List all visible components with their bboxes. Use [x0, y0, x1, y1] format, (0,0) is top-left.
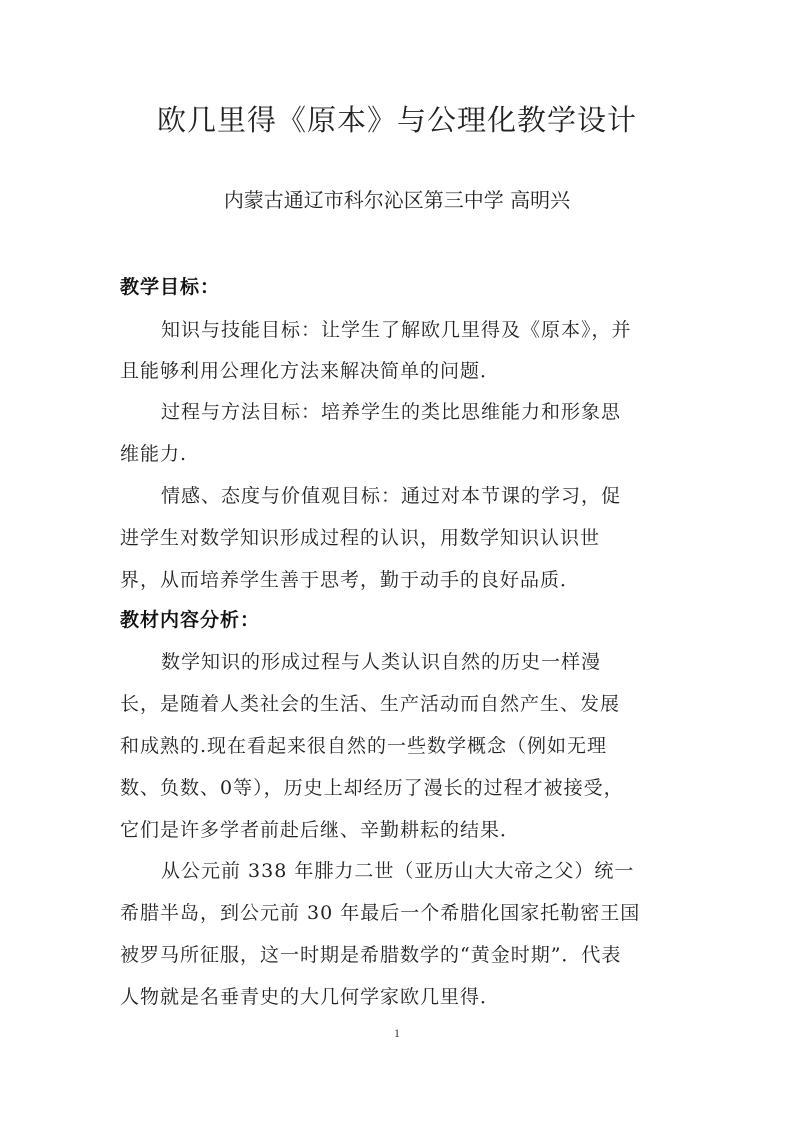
paragraph-line: 从公元前 338 年腓力二世（亚历山大大帝之父）统一 — [161, 860, 635, 882]
paragraph-line: 被罗马所征服，这一时期是希腊数学的“黄金时期”．代表 — [120, 944, 622, 966]
paragraph-line: 界，从而培养学生善于思考，勤于动手的良好品质． — [120, 569, 581, 591]
page-number: 1 — [394, 1026, 400, 1040]
paragraph-line: 情感、态度与价值观目标：通过对本节课的学习，促 — [161, 485, 622, 507]
paragraph-line: 维能力. — [120, 443, 188, 465]
document-title: 欧几里得《原本》与公理化教学设计 — [156, 103, 637, 137]
paragraph-line: 过程与方法目标：培养学生的类比思维能力和形象思 — [161, 401, 622, 423]
section-heading-analysis: 教材内容分析： — [120, 609, 261, 631]
paragraph-line: 和成熟的.现在看起来很自然的一些数学概念（例如无理 — [120, 735, 608, 757]
paragraph-line: 且能够利用公理化方法来解决简单的问题． — [120, 360, 501, 382]
paragraph-line: 希腊半岛，到公元前 30 年最后一个希腊化国家托勒密王国 — [120, 902, 641, 924]
section-heading-goals: 教学目标： — [120, 276, 221, 298]
paragraph-line: 长，是随着人类社会的生活、生产活动而自然产生、发展 — [120, 693, 621, 715]
paragraph-line: 数、负数、0等），历史上却经历了漫长的过程才被接受， — [120, 777, 624, 799]
paragraph-line: 数学知识的形成过程与人类认识自然的历史一样漫 — [161, 651, 602, 673]
paragraph-line: 它们是许多学者前赴后继、辛勤耕耘的结果． — [120, 819, 521, 841]
paragraph-line: 人物就是名垂青史的大几何学家欧几里得． — [120, 986, 501, 1008]
paragraph-line: 进学生对数学知识形成过程的认识，用数学知识认识世 — [120, 527, 601, 549]
author-line: 内蒙古通辽市科尔沁区第三中学 高明兴 — [223, 188, 571, 212]
paragraph-line: 知识与技能目标：让学生了解欧几里得及《原本》，并 — [161, 319, 632, 341]
